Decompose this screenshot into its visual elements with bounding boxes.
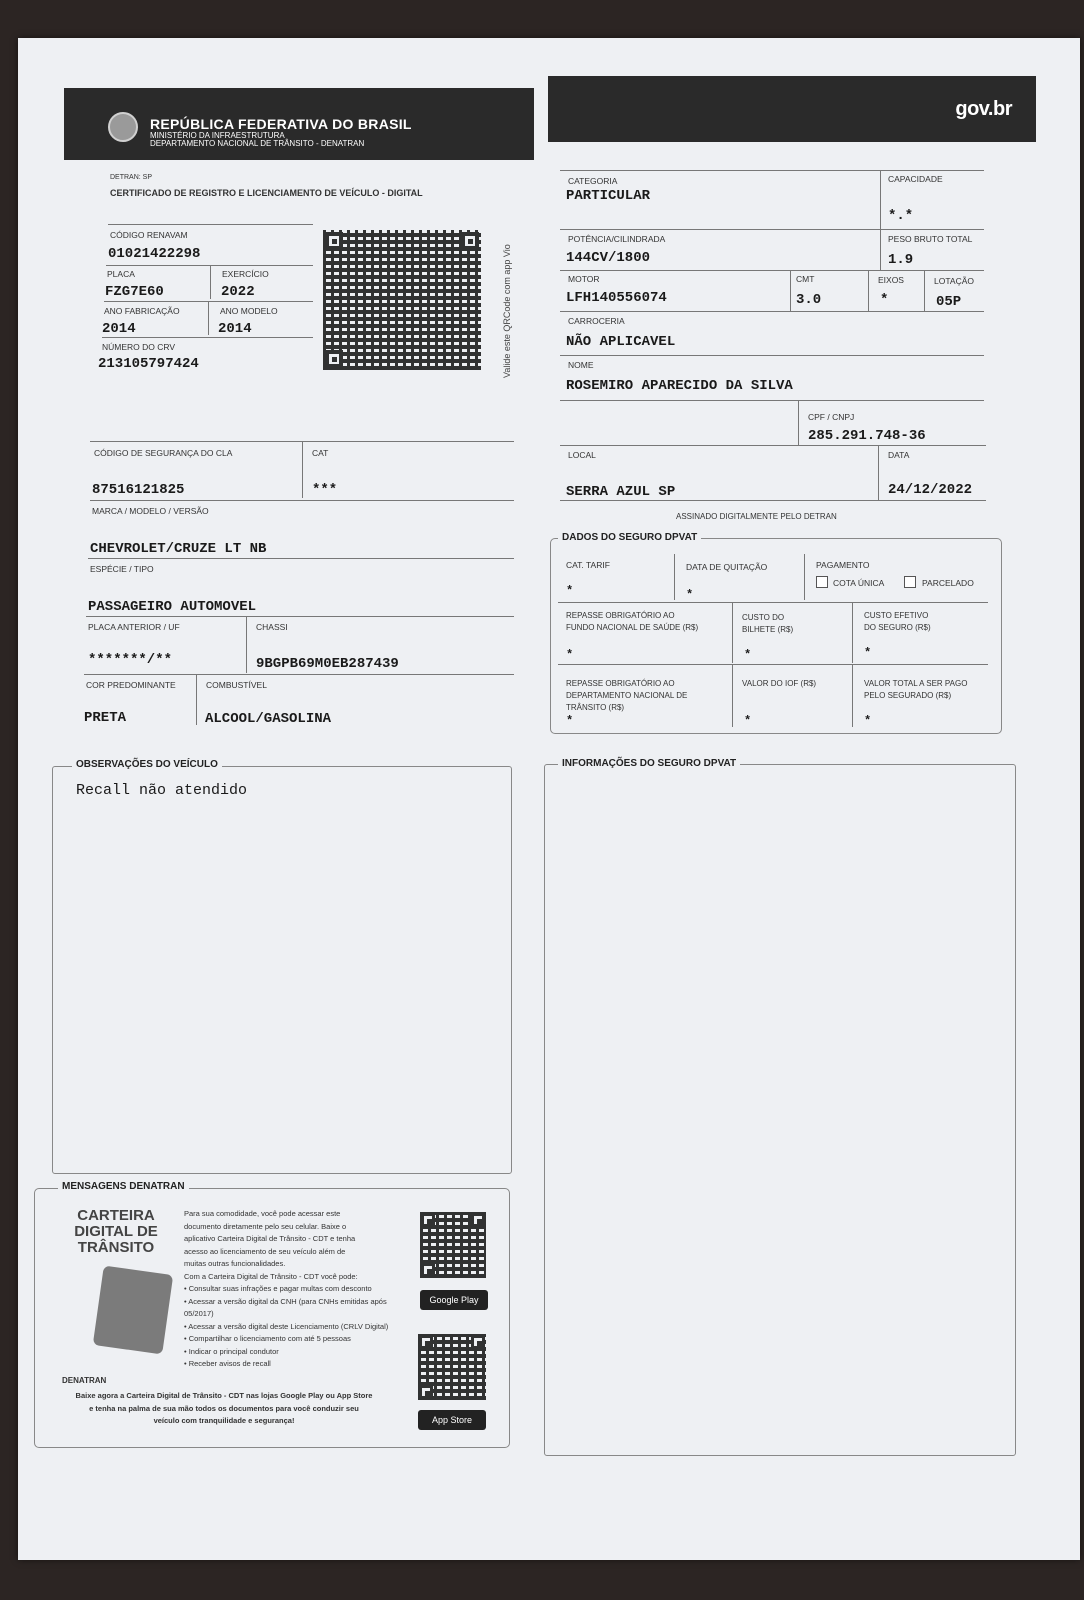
- data-quitacao-value: *: [686, 588, 694, 602]
- signed-by-detran: ASSINADO DIGITALMENTE PELO DETRAN: [676, 512, 837, 521]
- info-dpvat-title: INFORMAÇÕES DO SEGURO DPVAT: [558, 758, 740, 769]
- gov-br-logo: gov.br: [955, 98, 1012, 120]
- carroceria-value: NÃO APLICAVEL: [566, 334, 676, 350]
- total-label: VALOR TOTAL A SER PAGO PELO SEGURADO (R$): [864, 679, 968, 700]
- marca-value: CHEVROLET/CRUZE LT NB: [90, 541, 267, 557]
- repasse-dnt-value: *: [566, 714, 574, 728]
- custo-bilhete-label: CUSTO DO BILHETE (R$): [742, 613, 794, 634]
- repasse-fns-label: REPASSE OBRIGATÓRIO AO FUNDO NACIONAL DE SAÚDE (R$): [566, 611, 699, 632]
- capacidade-value: *.*: [888, 208, 914, 224]
- chassi-value: 9BGPB69M0EB287439: [256, 656, 399, 672]
- cat-value: ***: [312, 482, 338, 498]
- info-dpvat-box: [544, 764, 1016, 1456]
- combustivel-value: ALCOOL/GASOLINA: [205, 711, 332, 727]
- marca-label: MARCA / MODELO / VERSÃO: [92, 506, 209, 516]
- eixos-value: *: [880, 292, 889, 308]
- cat-tarif-value: *: [566, 584, 574, 598]
- vehicle-qr-code: [323, 230, 481, 370]
- cla-label: CÓDIGO DE SEGURANÇA DO CLA: [94, 448, 233, 458]
- data-quitacao-label: DATA DE QUITAÇÃO: [686, 562, 768, 572]
- renavam-value: 01021422298: [108, 246, 201, 262]
- local-label: LOCAL: [568, 450, 596, 460]
- combustivel-label: COMBUSTÍVEL: [206, 680, 267, 690]
- ano-modelo-value: 2014: [218, 321, 252, 337]
- renavam-label: CÓDIGO RENAVAM: [110, 230, 188, 240]
- cat-label: CAT: [312, 448, 329, 458]
- qr-caption: Valide este QRCode com app Vio: [502, 244, 512, 378]
- lotacao-value: 05P: [936, 294, 962, 310]
- cdt-title: CARTEIRA DIGITAL DE TRÂNSITO: [74, 1207, 158, 1256]
- cmt-label: CMT: [796, 274, 815, 284]
- cat-tarif-label: CAT. TARIF: [566, 560, 610, 570]
- potencia-label: POTÊNCIA/CILINDRADA: [568, 234, 666, 244]
- pagamento-label: PAGAMENTO: [816, 560, 870, 570]
- nome-value: ROSEMIRO APARECIDO DA SILVA: [566, 378, 793, 394]
- eixos-label: EIXOS: [878, 275, 904, 285]
- potencia-value: 144CV/1800: [566, 250, 651, 266]
- peso-value: 1.9: [888, 252, 914, 268]
- app-store-qr-code: [418, 1334, 486, 1400]
- ano-fabricacao-value: 2014: [102, 321, 136, 337]
- cor-label: COR PREDOMINANTE: [86, 680, 176, 690]
- total-value: *: [864, 714, 872, 728]
- cota-unica-checkbox[interactable]: [816, 576, 828, 588]
- lotacao-label: LOTAÇÃO: [934, 276, 974, 286]
- custo-bilhete-value: *: [744, 648, 752, 662]
- cmt-value: 3.0: [796, 292, 822, 308]
- exercicio-label: EXERCÍCIO: [222, 269, 269, 279]
- placa-value: FZG7E60: [105, 284, 164, 300]
- exercicio-value: 2022: [221, 284, 255, 300]
- document-title: CERTIFICADO DE REGISTRO E LICENCIAMENTO DE VEÍCULO - DIGITAL: [110, 188, 423, 198]
- placa-label: PLACA: [107, 269, 135, 279]
- placa-anterior-value: *******/**: [88, 652, 173, 668]
- motor-value: LFH140556074: [566, 290, 667, 306]
- iof-label: VALOR DO IOF (R$): [742, 679, 817, 688]
- placa-anterior-label: PLACA ANTERIOR / UF: [88, 622, 180, 632]
- google-play-qr-code: [420, 1212, 486, 1278]
- motor-label: MOTOR: [568, 274, 600, 284]
- detran-state: DETRAN: SP: [110, 174, 153, 181]
- observacoes-text: Recall não atendido: [76, 782, 248, 799]
- observacoes-title: OBSERVAÇÕES DO VEÍCULO: [72, 759, 222, 770]
- header-right-banner: [548, 76, 1036, 142]
- denatran-logo: DENATRAN: [62, 1376, 107, 1385]
- chassi-label: CHASSI: [256, 622, 288, 632]
- mensagens-title: MENSAGENS DENATRAN: [58, 1181, 189, 1192]
- parcelado-checkbox[interactable]: [904, 576, 916, 588]
- data-value: 24/12/2022: [888, 482, 973, 498]
- document-sheet: [18, 38, 1080, 1560]
- observacoes-box: [52, 766, 512, 1174]
- peso-label: PESO BRUTO TOTAL: [888, 234, 973, 244]
- brazil-seal-icon: [108, 112, 138, 142]
- cor-value: PRETA: [84, 710, 127, 726]
- nome-label: NOME: [568, 360, 594, 370]
- data-label: DATA: [888, 450, 910, 460]
- ano-modelo-label: ANO MODELO: [220, 306, 278, 316]
- custo-efetivo-value: *: [864, 646, 872, 660]
- iof-value: *: [744, 714, 752, 728]
- categoria-label: CATEGORIA: [568, 176, 618, 186]
- cla-value: 87516121825: [92, 482, 185, 498]
- local-value: SERRA AZUL SP: [566, 484, 676, 500]
- especie-value: PASSAGEIRO AUTOMOVEL: [88, 599, 257, 615]
- cota-unica-label: COTA ÚNICA: [833, 578, 885, 588]
- cpf-value: 285.291.748-36: [808, 428, 926, 444]
- categoria-value: PARTICULAR: [566, 188, 651, 204]
- cdt-description: Para sua comodidade, você pode acessar este documento diretamente pelo seu celular. Baixe o aplicativo Carteira Digital de Trânsito - CDT e tenha acesso ao licenciamento de seu veículo além de muitas outras funcionalidades. Com a Carteira Digital de Trânsito - CDT você pode: • Consultar suas infrações e pagar multas com desconto • Acessar a versão digital da CNH (para CNHs emitidas após 05/2017) • Acessar a versão digital deste Licenciamento (CRLV Digital) • Compartilhar o licenciamento com até 5 pessoas • Indicar o principal condutor • Receber avisos de recall: [184, 1209, 389, 1368]
- header-ministry: MINISTÉRIO DA INFRAESTRUTURA: [150, 131, 285, 140]
- repasse-dnt-label: REPASSE OBRIGATÓRIO AO DEPARTAMENTO NACIONAL DE TRÂNSITO (R$): [566, 679, 688, 712]
- crv-value: 213105797424: [98, 356, 199, 372]
- dpvat-title: DADOS DO SEGURO DPVAT: [558, 532, 701, 543]
- phone-car-icon: [93, 1266, 173, 1355]
- ano-fabricacao-label: ANO FABRICAÇÃO: [104, 306, 180, 316]
- header-title: REPÚBLICA FEDERATIVA DO BRASIL: [150, 116, 412, 132]
- capacidade-label: CAPACIDADE: [888, 174, 943, 184]
- cdt-footer: Baixe agora a Carteira Digital de Trânsito - CDT nas lojas Google Play ou App Store e tenha na palma de sua mão todos os documentos para você conduzir seu veículo com tranquilidade e segurança!: [75, 1391, 373, 1425]
- custo-efetivo-label: CUSTO EFETIVO DO SEGURO (R$): [864, 611, 931, 632]
- repasse-fns-value: *: [566, 648, 574, 662]
- especie-label: ESPÉCIE / TIPO: [90, 564, 154, 574]
- app-store-button[interactable]: App Store: [418, 1410, 486, 1430]
- header-department: DEPARTAMENTO NACIONAL DE TRÂNSITO - DENATRAN: [150, 139, 365, 148]
- cpf-label: CPF / CNPJ: [808, 412, 855, 422]
- carroceria-label: CARROCERIA: [568, 316, 625, 326]
- header-left-banner: [64, 88, 534, 160]
- google-play-button[interactable]: Google Play: [420, 1290, 488, 1310]
- parcelado-label: PARCELADO: [922, 578, 974, 588]
- crv-label: NÚMERO DO CRV: [102, 342, 176, 352]
